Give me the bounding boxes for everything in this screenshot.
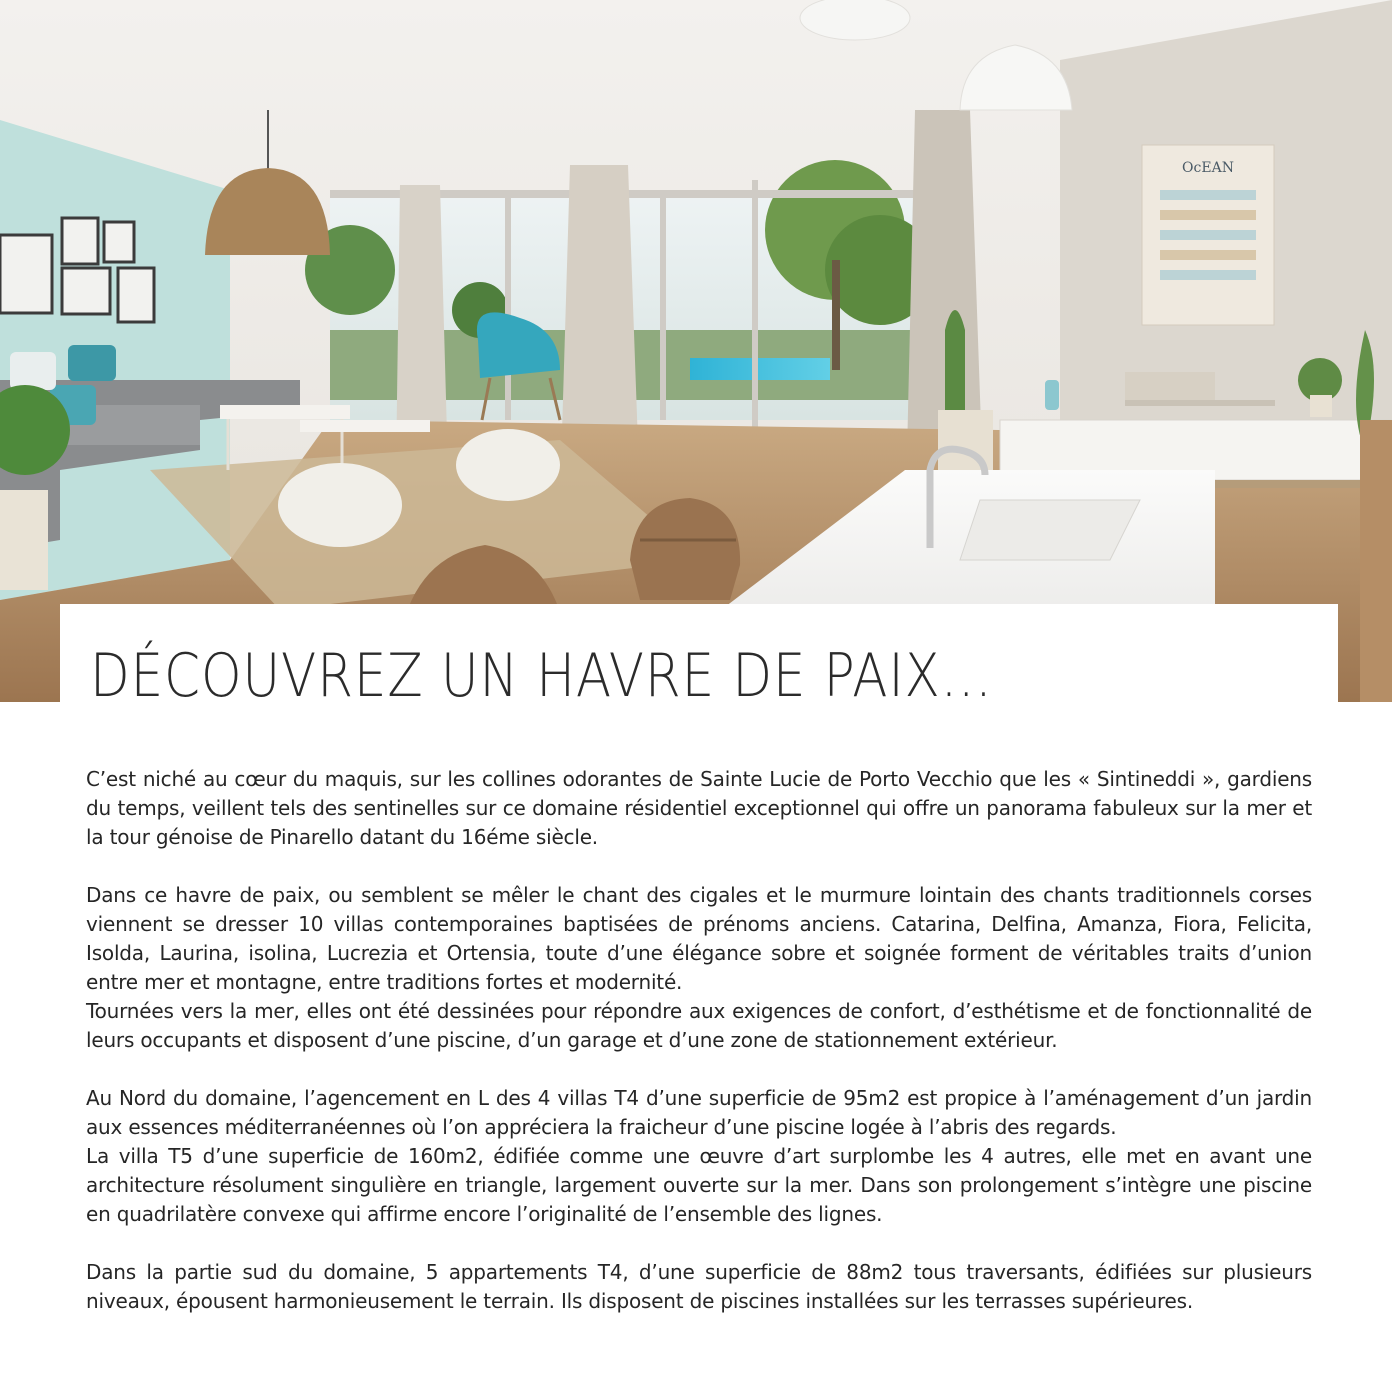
title-card bbox=[60, 604, 1338, 714]
books bbox=[1125, 372, 1215, 400]
wall-frame bbox=[0, 235, 52, 313]
pool bbox=[690, 358, 830, 380]
poster-text: OcEAN bbox=[1182, 160, 1234, 176]
coffee-table bbox=[220, 405, 350, 419]
paragraph-orientation: Tournées vers la mer, elles ont été dessinées pour répondre aux exigences de confort, d’esthétisme et de fonctionnalité de leurs occupants et disposent d’une piscine, d’un garage et d’une zone de stationnement extérieur. bbox=[86, 999, 1312, 1052]
paragraph-villa-t5: La villa T5 d’une superficie de 160m2, édifiée comme une œuvre d’art surplombe les 4 autres, elle met en avant une architecture résolument singulière en triangle, largement ouverte sur la mer. Dans son prolongement s’intègre une piscine en quadrilatère convexe qui affirme encore l’originalité de l’ensemble des lignes. bbox=[86, 1144, 1312, 1226]
paragraph-south: Dans la partie sud du domaine, 5 appartements T4, d’une superficie de 88m2 tous traversants, édifiées sur plusieurs niveaux, épousent harmonieusement le terrain. Ils disposent de piscines installées sur les terrasses supérieures. bbox=[86, 1260, 1312, 1313]
cactus bbox=[945, 310, 965, 410]
cushion bbox=[68, 345, 116, 381]
body-text bbox=[86, 765, 1312, 1345]
paragraph-intro: C’est niché au cœur du maquis, sur les collines odorantes de Sainte Lucie de Porto Vecchio que les « Sintineddi », gardiens du temps, veillent tels des sentinelles sur ce domaine résidentiel exceptionnel qui offre un panorama fabuleux sur la mer et la tour génoise de Pinarello datant du 16éme siècle. bbox=[86, 767, 1312, 849]
paragraph-north: Au Nord du domaine, l’agencement en L des 4 villas T4 d’une superficie de 95m2 est propice à l’aménagement d’un jardin aux essences méditerranéennes où l’on appréciera la fraicheur d’une piscine logée à l’abris des regards. bbox=[86, 1086, 1312, 1139]
paragraph-villas: Dans ce havre de paix, ou semblent se mêler le chant des cigales et le murmure lointain des chants traditionnels corses viennent se dresser 10 villas contemporaines baptisées de prénoms anciens. Catarina, Delfina, Amanza, Fiora, Felicita, Isolda, Laurina, isolina, Lucrezia et Ortensia, toute d’une élégance sobre et soignée forment de véritables traits d’union entre mer et montagne, entre traditions fortes et modernité. bbox=[86, 883, 1312, 994]
page-title: DÉCOUVREZ UN HAVRE DE PAIX... bbox=[90, 641, 993, 711]
sink bbox=[960, 500, 1140, 560]
pouf bbox=[278, 463, 402, 547]
